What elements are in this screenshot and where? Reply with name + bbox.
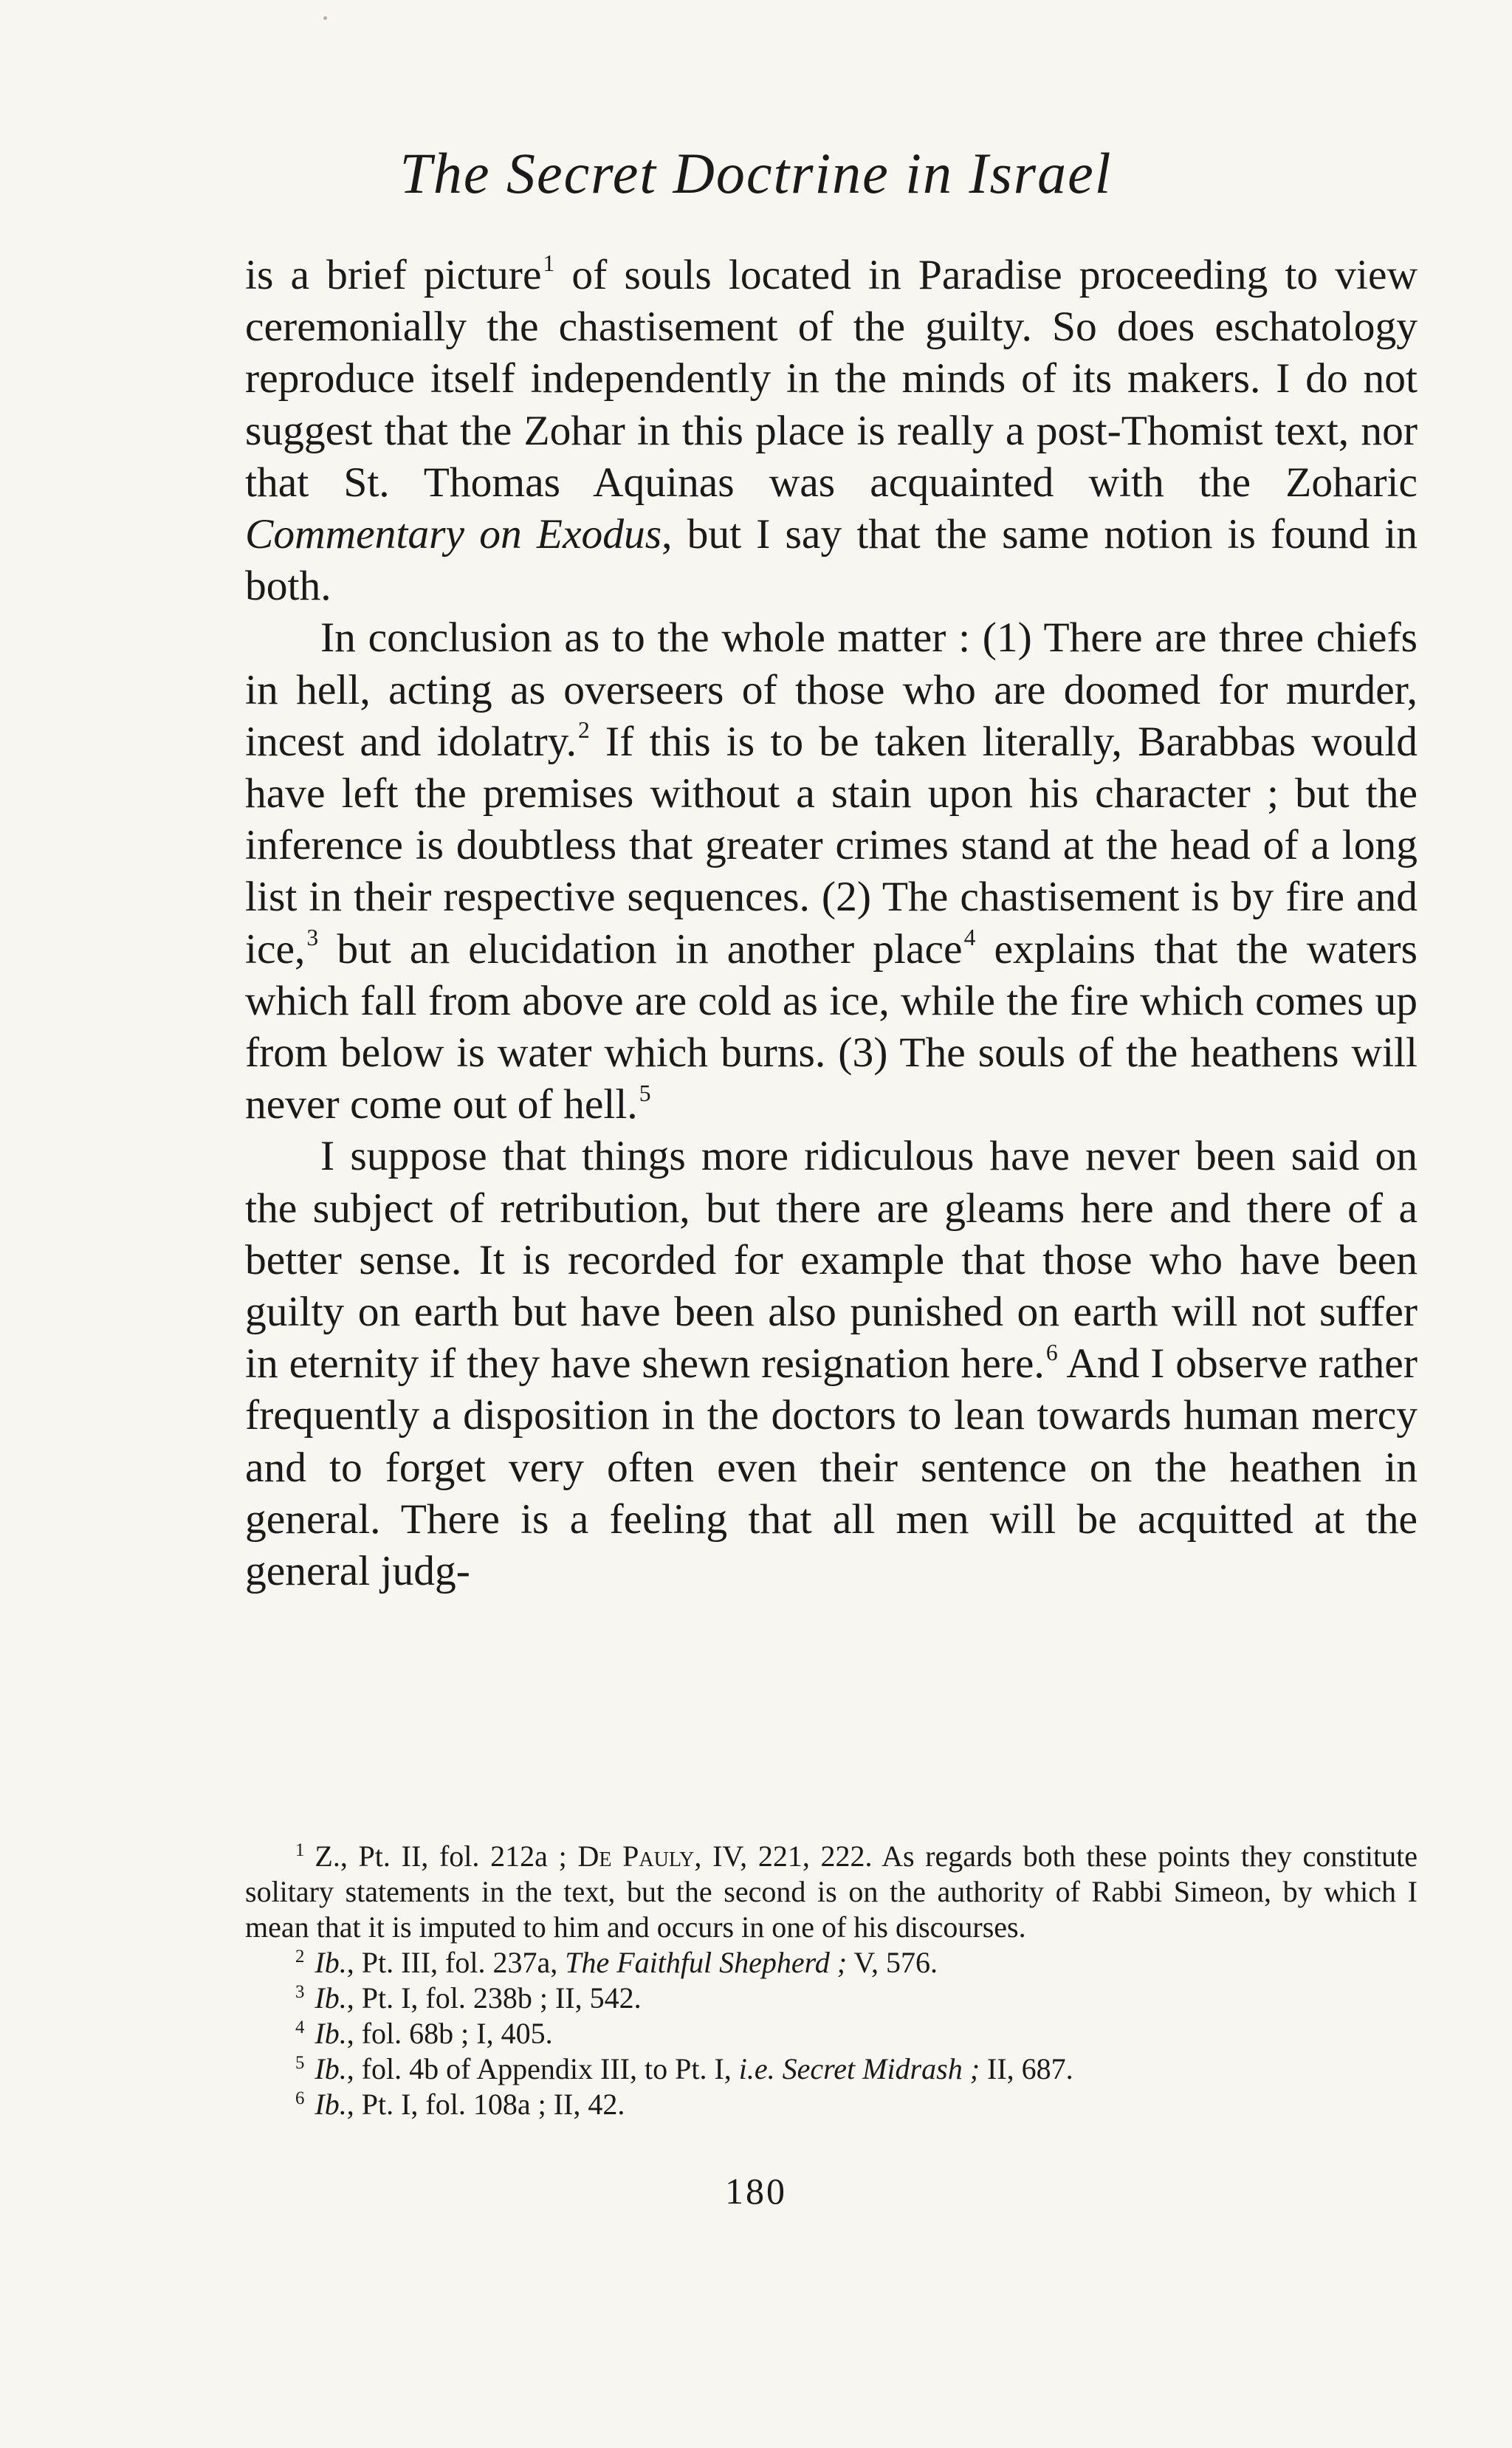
footnote-ref: 3 [306,924,319,950]
footnote-ref: 4 [963,924,976,950]
footnote-ref: 1 [543,250,555,277]
footnote-5 [245,2051,1418,2087]
text-run: explains that the waters which fall from above are cold as ice, while the fire which comes up from below is water which burns. (3) The souls of the heathens will never come out of hell. [245,925,1418,1128]
footnote-1 [245,1839,1418,1945]
footnote-ref: 6 [1045,1339,1058,1365]
text-run: of souls located in Paradise proceeding to view ceremonially the chastisement of the guilty. So does eschatology reproduce itself independently in the minds of its makers. I do not suggest that the Zohar in this place is really a post-Thomist text, nor that St. Thomas Aquinas was acquainted with the Zoharic [245,252,1418,506]
footnote-text: V, 576. [847,1946,938,1979]
footnote-ref: 2 [578,717,590,744]
ibid: Ib. [315,2052,347,2085]
ibid: Ib. [315,1981,347,2015]
ibid: Ib. [315,2088,347,2121]
footnote-text: , IV, 221, 222. As regards both these points they constitute solitary statements in the text, but the second is on the authority of Rabbi Simeon, by which I mean that it is imputed to him and occurs in one of his discourses. [245,1840,1418,1944]
footnote-6 [245,2087,1418,2122]
text-run: And I observe rather frequently a disposition in the doctors to lean towards human mercy and to forget very often even their sentence on the heathen in general. There is a feeling that all men will be acquitted at the general judg- [245,1340,1418,1595]
footnote-number: 4 [295,2017,305,2038]
footnote-number: 5 [295,2053,305,2074]
footnote-text: , Pt. I, fol. 108a ; II, 42. [346,2088,625,2121]
page-speck [323,16,327,20]
italic-title: The Faithful Shepherd ; [565,1946,848,1979]
footnote-number: 1 [295,1840,305,1861]
paragraph-2 [245,612,1418,1131]
running-head: The Secret Doctrine in Israel [399,141,1113,205]
text-run: If this is to be taken literally, Barabbas would have left the premises without a stain upon his character ; but the inference is doubtless that greater crimes stand at the head of a long list in their respective sequences. (2) The chastisement is by fire and ice, [245,718,1418,973]
footnote-number: 6 [295,2088,305,2109]
footnote-number: 2 [295,1947,305,1967]
footnote-text: Z., Pt. II, fol. 212a ; [315,1840,578,1873]
text-run: I suppose that things more ridiculous have never been said on the subject of retribution, but there are gleams here and there of a better sense. It is recorded for example that those who have been guilty on earth but have been also punished on earth will not suffer in eternity if they have shewn resignation here. [245,1133,1418,1388]
text-run: is a brief picture [245,252,542,298]
footnote-text: II, 687. [980,2052,1073,2085]
ibid: Ib. [315,1946,347,1979]
paragraph-1 [245,250,1418,612]
ibid: Ib. [315,2017,347,2050]
footnote-text: , fol. 68b ; I, 405. [346,2017,553,2050]
paragraph-3 [245,1131,1418,1597]
text-run: but an elucidation in another place [318,925,963,973]
body-text [245,250,1418,1597]
footnote-text: , fol. 4b of Appendix III, to Pt. I, [346,2052,739,2085]
text-run: , but I say that the same notion is found in both. [245,511,1418,610]
footnote-2 [245,1945,1418,1981]
page-number: 180 [725,2170,787,2212]
footnote-ref: 5 [639,1080,651,1106]
italic-title: Commentary on Exodus [245,511,662,558]
footnotes [245,1839,1418,2122]
text-run: In conclusion as to the whole matter : (1) There are three chiefs in hell, acting as overseers of those who are doomed for murder, incest and idolatry. [245,614,1418,765]
italic-title: i.e. Secret Midrash ; [738,2052,980,2085]
author-name: De Pauly [577,1840,695,1873]
footnote-3 [245,1981,1418,2016]
footnote-4 [245,2016,1418,2051]
footnote-number: 3 [295,1982,305,2003]
footnote-text: , Pt. I, fol. 238b ; II, 542. [346,1981,642,2015]
footnote-text: , Pt. III, fol. 237a, [346,1946,566,1979]
